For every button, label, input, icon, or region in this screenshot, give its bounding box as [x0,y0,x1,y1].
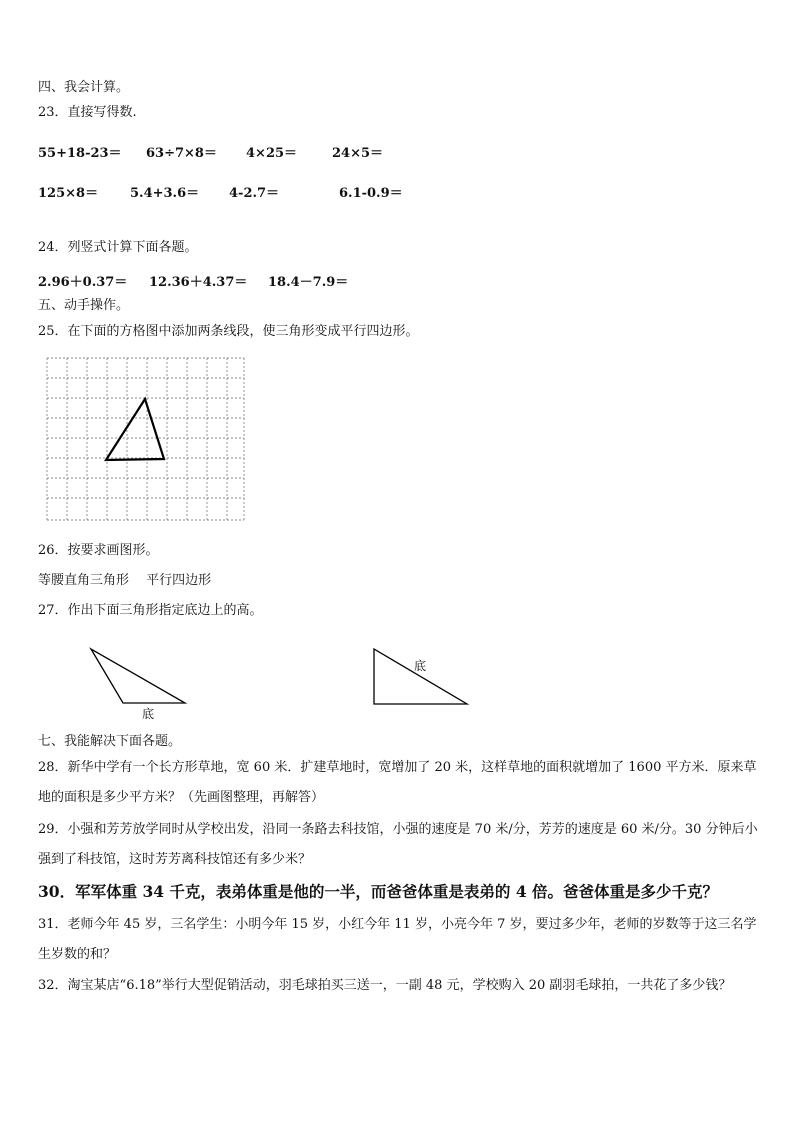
calc-item: 2.96＋0.37＝ [38,275,128,290]
section-heading-operate: 五、动手操作。 [38,298,130,313]
obtuse-triangle-figure [88,646,190,708]
base-label: 底 [142,707,155,721]
question-29: 29．小强和芳芳放学同时从学校出发，沿同一条路去科技馆，小强的速度是 70 米/分，芳芳的速度是 60 米/分。30 分钟后小强到了科技馆，这时芳芳离科技馆还有多少米？ [38,822,758,867]
calc-item: 4×25＝ [246,146,298,161]
grid-lines [47,358,244,520]
question-31: 31．老师今年 45 岁，三名学生：小明今年 15 岁，小红今年 11 岁，小亮今年 7 岁，要过多少年，老师的岁数等于这三名学生岁数的和？ [38,917,757,962]
section-heading-calc: 四、我会计算。 [38,80,130,95]
calc-item: 24×5＝ [332,146,384,161]
question-24-title: 24．列竖式计算下面各题。 [38,240,198,255]
calc-item: 6.1-0.9＝ [339,186,403,201]
question-26-title: 26．按要求画图形。 [38,543,159,558]
question-25-title: 25．在下面的方格图中添加两条线段，使三角形变成平行四边形。 [38,324,419,339]
obtuse-triangle-shape [91,649,185,703]
question-28: 28．新华中学有一个长方形草地，宽 60 米．扩建草地时，宽增加了 20 米，这样草地的面积就增加了 1600 平方米．原来草地的面积是多少平方米？（先画图整理，再解答） [38,760,757,805]
calc-item: 63÷7×8＝ [146,146,217,161]
base-label: 底 [414,659,427,673]
calc-item: 4-2.7＝ [229,186,280,201]
grid-figure [44,356,248,522]
calc-item: 18.4－7.9＝ [268,275,349,290]
calc-item: 12.36＋4.37＝ [149,275,248,290]
section-heading-solve: 七、我能解决下面各题。 [38,734,182,749]
question-26-subtitle: 等腰直角三角形 平行四边形 [38,573,212,588]
calc-item: 5.4+3.6＝ [130,186,200,201]
calc-item: 125×8＝ [38,186,99,201]
question-30: 30．军军体重 34 千克，表弟体重是他的一半，而爸爸体重是表弟的 4 倍。爸爸体重是多少千克？ [38,882,719,901]
calc-item: 55+18-23＝ [38,146,122,161]
question-32: 32．淘宝某店“6.18”举行大型促销活动，羽毛球拍买三送一，一副 48 元，学校购入 20 副羽毛球拍，一共花了多少钱？ [38,978,732,993]
question-23-title: 23．直接写得数. [38,105,137,120]
right-triangle-figure [371,646,471,708]
triangle-shape [106,399,164,460]
question-27-title: 27．作出下面三角形指定底边上的高。 [38,603,263,618]
